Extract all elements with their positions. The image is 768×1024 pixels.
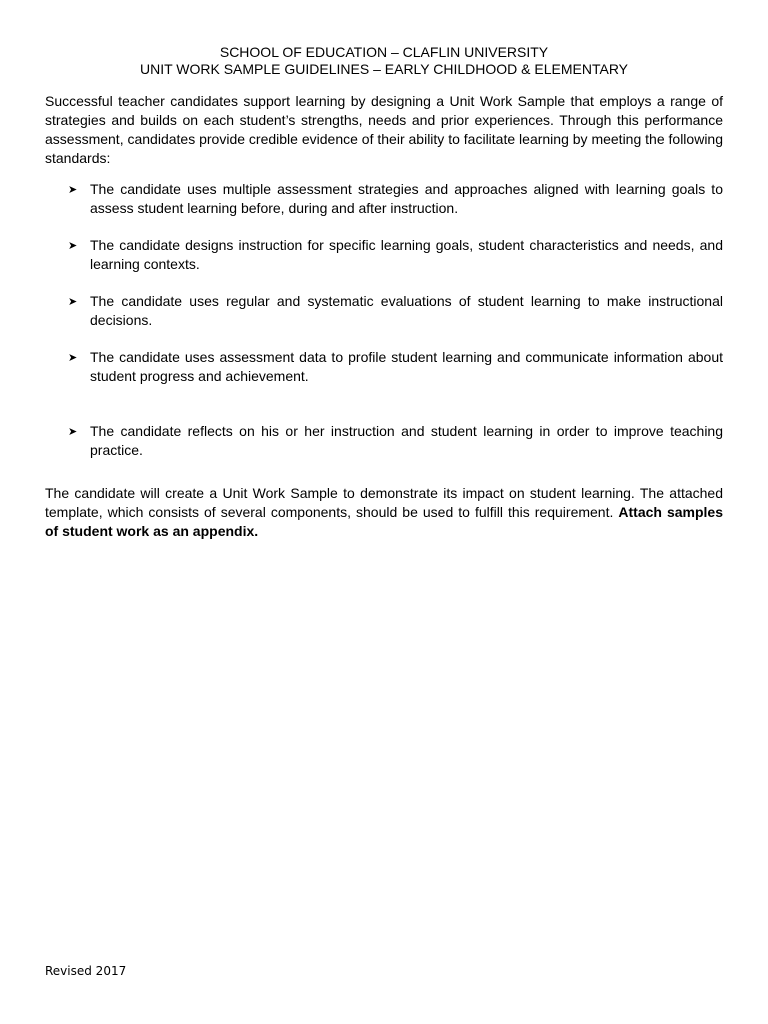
- standard-item: [45, 292, 723, 330]
- arrow-bullet-icon: ➤: [68, 183, 78, 196]
- standard-text: The candidate uses regular and systematic evaluations of student learning to make instructional decisions.: [90, 293, 723, 328]
- standard-text: The candidate uses multiple assessment strategies and approaches aligned with learning goals to assess student learning before, during and after instruction.: [90, 181, 723, 216]
- header-school-line: SCHOOL OF EDUCATION – CLAFLIN UNIVERSITY: [219, 44, 549, 60]
- arrow-bullet-icon: ➤: [68, 351, 78, 364]
- arrow-bullet-icon: ➤: [68, 239, 78, 252]
- standard-item: [45, 180, 723, 218]
- closing-text: The candidate will create a Unit Work Sample to demonstrate its impact on student learning. The attached template, which consists of several components, should be used to fulfill this requirement.: [45, 485, 723, 520]
- standard-text: The candidate uses assessment data to profile student learning and communicate information about student progress and achievement.: [90, 349, 723, 384]
- document-page: [45, 44, 723, 541]
- intro-paragraph: Successful teacher candidates support learning by designing a Unit Work Sample that employs a range of strategies and builds on each student’s strengths, needs and prior experiences. Through this performance assessment, candidates provide credible evidence of their ability to facilitate learning by meeting the following standards:: [45, 93, 723, 166]
- arrow-bullet-icon: ➤: [68, 425, 78, 438]
- header-title-line: UNIT WORK SAMPLE GUIDELINES – EARLY CHILDHOOD & ELEMENTARY: [139, 61, 629, 77]
- standards-list: [45, 180, 723, 460]
- standard-text: The candidate reflects on his or her instruction and student learning in order to improve teaching practice.: [90, 423, 723, 458]
- revision-footer: Revised 2017: [45, 964, 127, 978]
- document-header: [45, 44, 723, 78]
- standard-text: The candidate designs instruction for specific learning goals, student characteristics and needs, and learning contexts.: [90, 237, 723, 272]
- standard-item: [45, 422, 723, 460]
- appendix-instruction: Attach samples of student work as an appendix.: [45, 504, 724, 539]
- standard-item: [45, 348, 723, 386]
- arrow-bullet-icon: ➤: [68, 295, 78, 308]
- closing-paragraph: [45, 484, 723, 541]
- standard-item: [45, 236, 723, 274]
